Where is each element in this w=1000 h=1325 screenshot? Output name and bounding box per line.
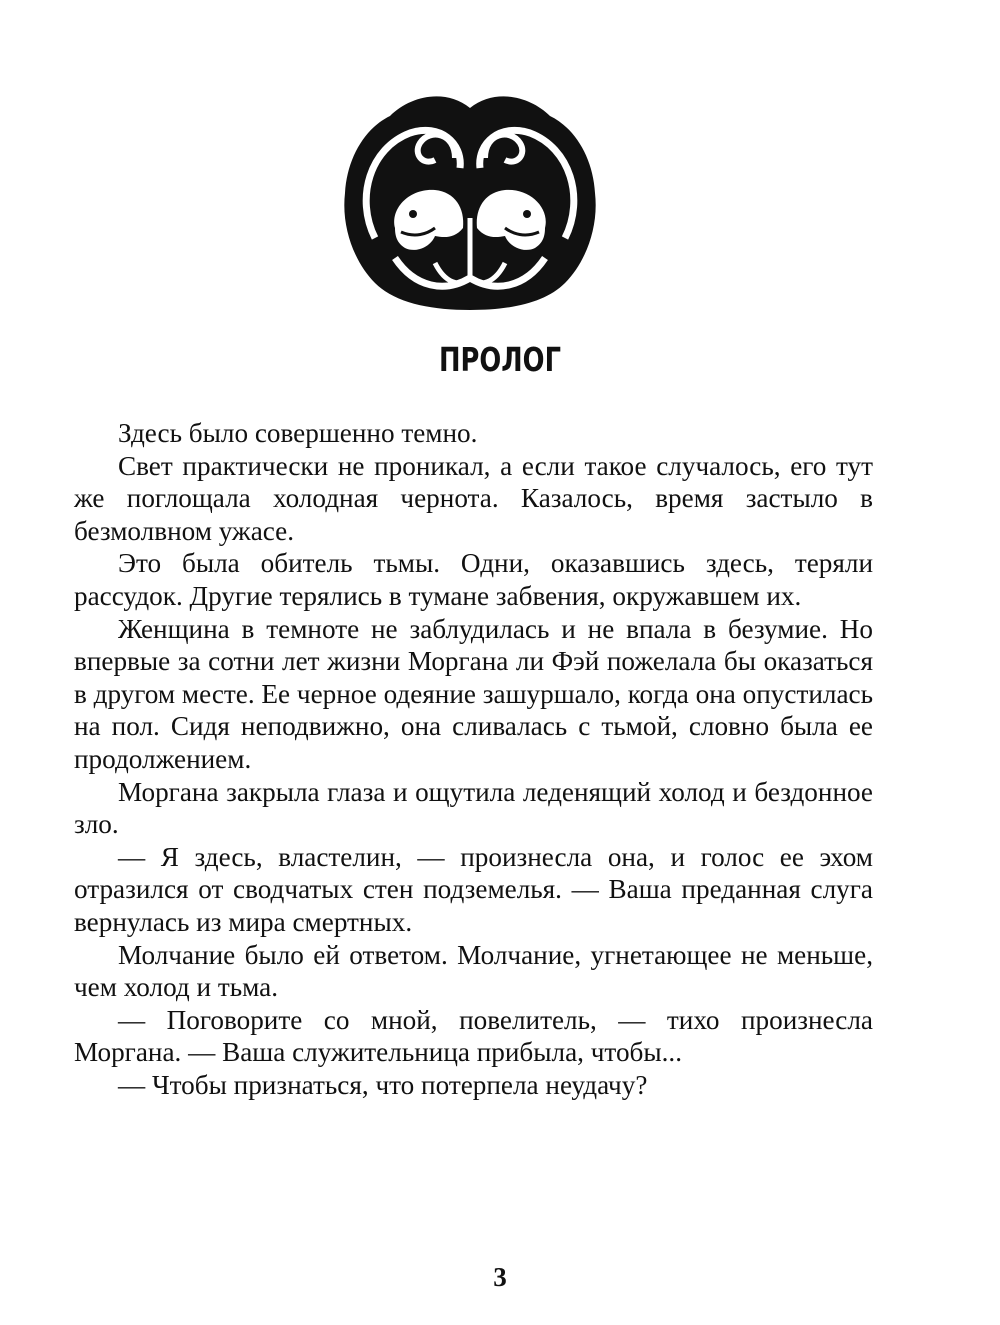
page-number: 3 — [493, 1262, 507, 1292]
celtic-dragons-emblem-icon — [335, 88, 605, 318]
paragraph: — Я здесь, властелин, — произнесла она, и голос ее эхом отразился от сводчатых стен подземелья. — Ваша преданная слуга вернулась из мира смертных. — [74, 841, 873, 937]
paragraph: — Чтобы признаться, что потерпела неудачу? — [118, 1069, 648, 1100]
paragraph: Моргана закрыла глаза и ощутила леденящий холод и бездонное зло. — [74, 776, 873, 840]
paragraph: Здесь было совершенно темно. — [118, 418, 478, 448]
paragraph: Молчание было ей ответом. Молчание, угнетающее не меньше, чем холод и тьма. — [74, 939, 873, 1003]
paragraph: Женщина в темноте не заблудилась и не впала в безумие. Но впервые за сотни лет жизни Моргана ли Фэй пожелала бы оказаться в другом месте. Ее черное одеяние зашуршало, когда она опустилась на пол. Сидя неподвижно, она сливалась с тьмой, словно была ее продолжением. — [74, 613, 873, 774]
chapter-title: ПРОЛОГ — [439, 340, 561, 379]
paragraph: Это была обитель тьмы. Одни, оказавшись здесь, теряли рассудок. Другие терялись в тумане забвения, окружавшем их. — [74, 548, 873, 611]
paragraph: Свет практически не проникал, а если такое случалось, его тут же поглощала холодная чернота. Казалось, время застыло в безмолвном ужасе. — [74, 450, 873, 546]
paragraph: — Поговорите со мной, повелитель, — тихо произнесла Моргана. — Ваша служительница прибыла, чтобы... — [74, 1004, 873, 1068]
body-text — [74, 417, 873, 1101]
